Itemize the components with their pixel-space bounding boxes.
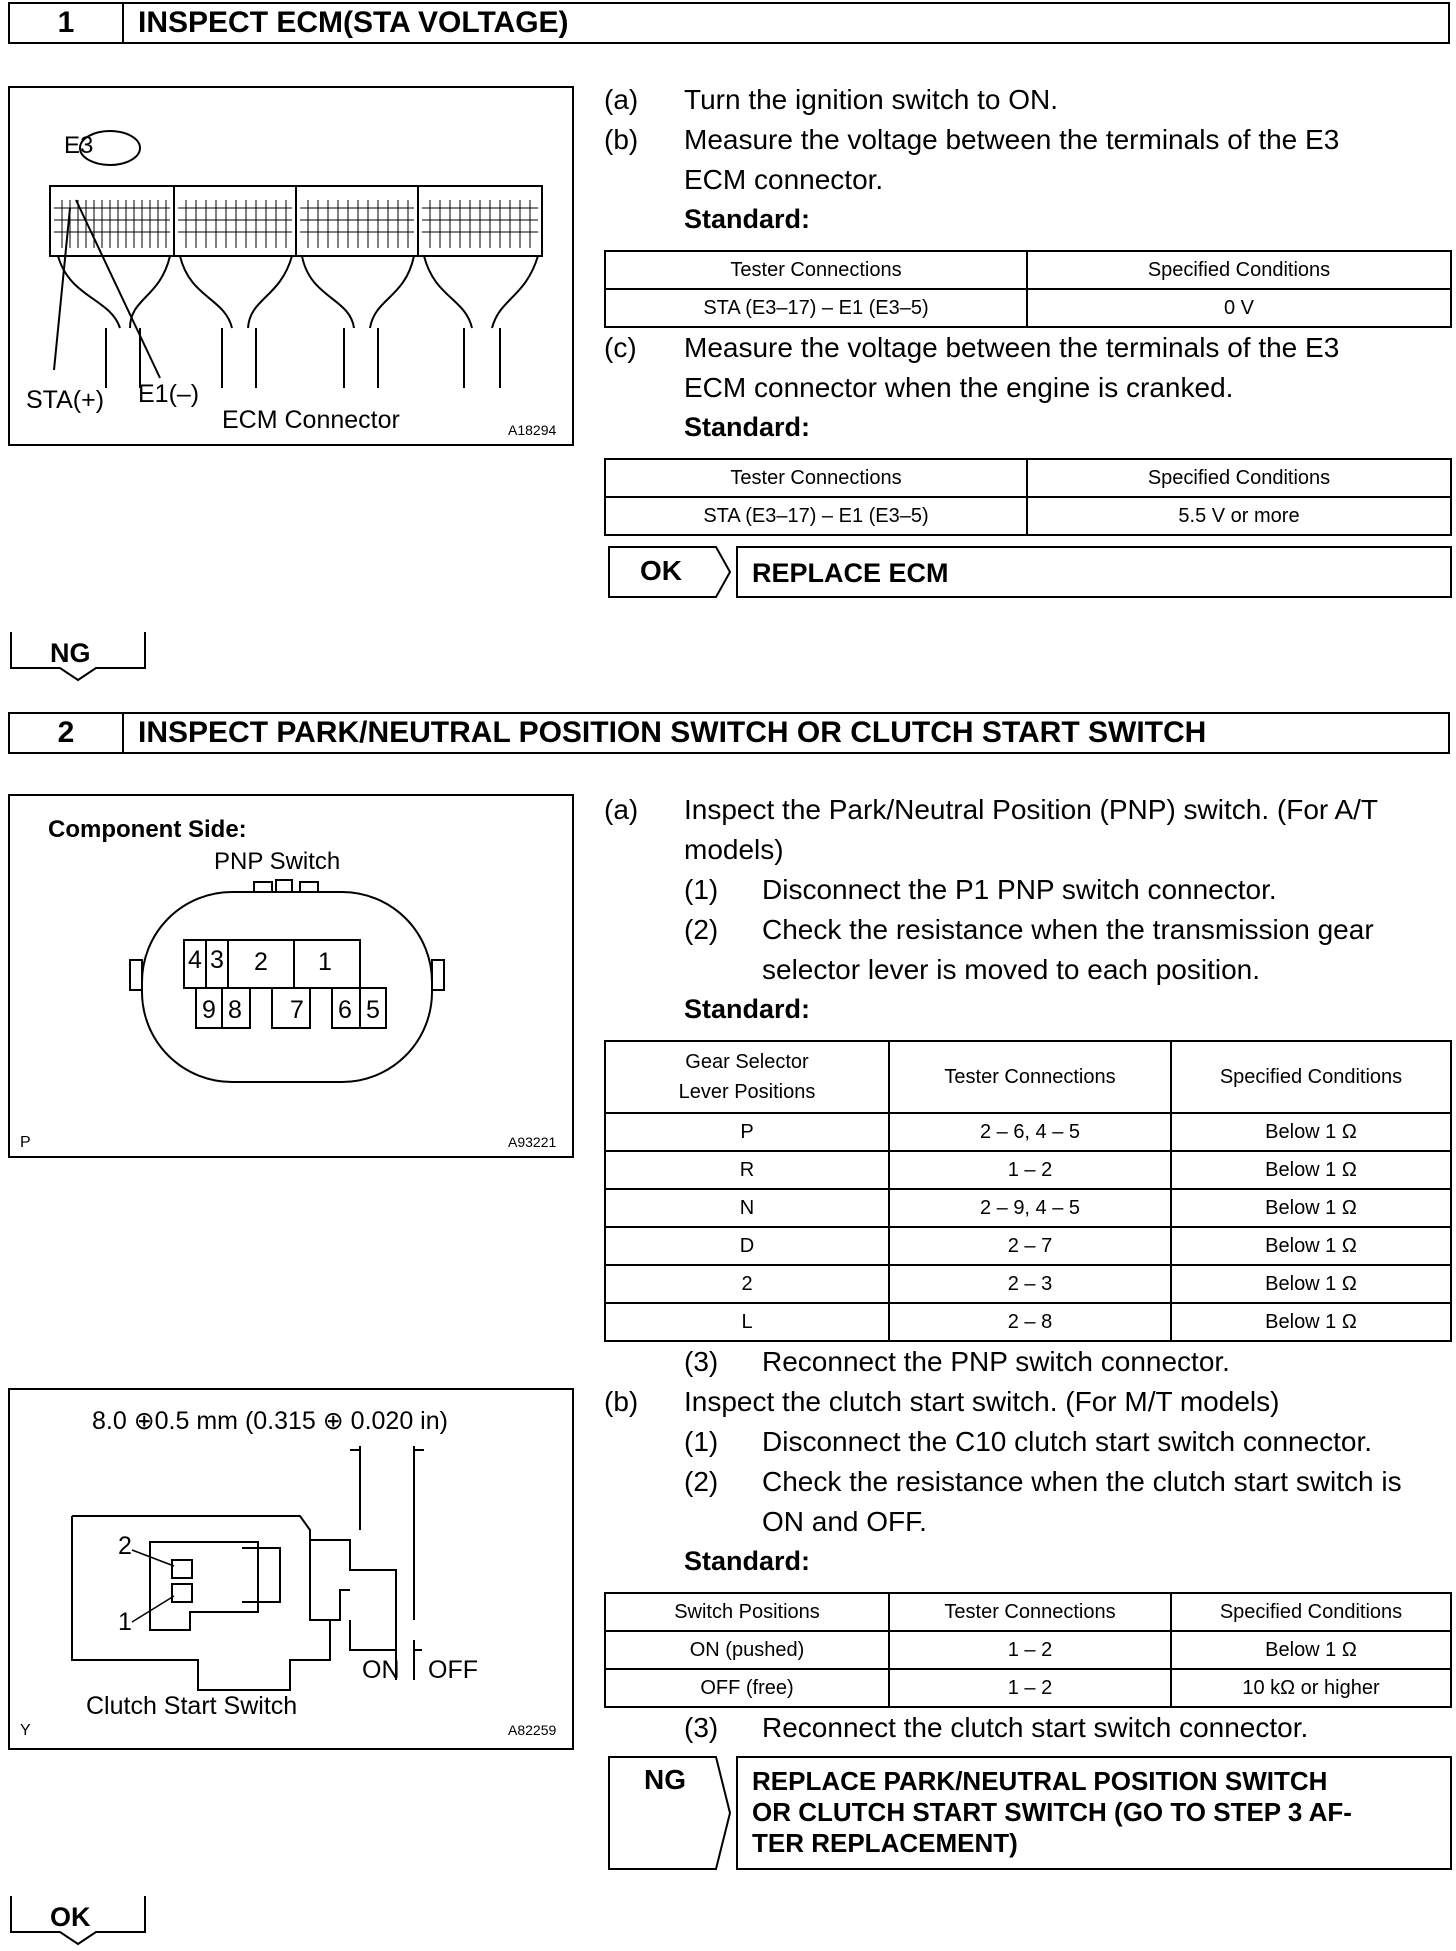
item-text: Inspect the Park/Neutral Position (PNP) switch. (For A/T [684, 794, 1379, 825]
pnp-resistance-table [604, 1040, 1452, 1342]
pin-label: 1 [318, 948, 332, 976]
item-label: (a) [604, 84, 639, 115]
item-text: Measure the voltage between the terminals of the E3 [684, 332, 1340, 363]
ok-label: OK [640, 555, 682, 586]
table-cell: ON (pushed) [605, 1631, 889, 1669]
table-header: Specified Conditions [1027, 459, 1451, 497]
table-cell: STA (E3–17) – E1 (E3–5) [605, 497, 1027, 535]
header-line: Gear Selector [685, 1051, 809, 1073]
table-cell: STA (E3–17) – E1 (E3–5) [605, 289, 1027, 327]
pin-label: 4 [188, 946, 202, 974]
table-cell: R [605, 1151, 889, 1189]
pin-label: 5 [366, 996, 380, 1024]
pin-2-label: 2 [118, 1532, 132, 1560]
figure-corner-letter: P [20, 1134, 31, 1151]
item-text-cont: ON and OFF. [762, 1506, 927, 1537]
instruction-a3 [684, 1342, 1454, 1382]
table-header: Switch Positions [605, 1593, 889, 1631]
item-label: (2) [684, 1466, 719, 1497]
pnp-switch-label: PNP Switch [214, 848, 341, 875]
item-text: Reconnect the clutch start switch connector. [762, 1712, 1309, 1743]
step1-header [8, 2, 1450, 44]
clutch-switch-figure [8, 1388, 574, 1750]
voltage-spec-table-1 [604, 250, 1452, 328]
table-row [605, 1189, 1451, 1227]
table-header [605, 1041, 889, 1113]
table-cell: 10 kΩ or higher [1171, 1669, 1451, 1707]
item-text-cont: models) [684, 834, 784, 865]
ng-result-arrow[interactable] [608, 1756, 732, 1870]
pin-label: 3 [210, 946, 224, 974]
action-text: TER REPLACEMENT) [752, 1828, 1018, 1858]
action-text: OR CLUTCH START SWITCH (GO TO STEP 3 AF- [752, 1797, 1352, 1827]
item-text: Check the resistance when the transmission gear [762, 914, 1374, 945]
figure-code: A93221 [508, 1134, 557, 1150]
ng-flow-tab[interactable] [10, 632, 146, 682]
table-row [605, 1227, 1451, 1265]
item-label: (1) [684, 874, 719, 905]
figure-code: A18294 [508, 422, 557, 438]
table-cell: Below 1 Ω [1171, 1113, 1451, 1151]
table-cell: Below 1 Ω [1171, 1265, 1451, 1303]
clutch-resistance-table [604, 1592, 1452, 1708]
item-text: Inspect the clutch start switch. (For M/T models) [684, 1386, 1280, 1417]
table-header: Specified Conditions [1171, 1041, 1451, 1113]
instruction-b [604, 120, 1454, 200]
off-label: OFF [428, 1656, 478, 1684]
replace-switch-action[interactable] [736, 1756, 1452, 1870]
item-text: Reconnect the PNP switch connector. [762, 1346, 1230, 1377]
table-row [605, 1631, 1451, 1669]
item-label: (b) [604, 1386, 639, 1417]
figure-caption: ECM Connector [222, 406, 400, 434]
pnp-switch-figure [8, 794, 574, 1158]
step-title: INSPECT ECM(STA VOLTAGE) [138, 6, 569, 39]
table-row [605, 1669, 1451, 1707]
connector-id-label: E3 [64, 132, 94, 159]
instruction-b1 [684, 1422, 1454, 1462]
instruction-c [604, 328, 1454, 408]
ok-label: OK [50, 1902, 91, 1932]
sta-terminal-label: STA(+) [26, 386, 105, 414]
table-cell: 1 – 2 [889, 1151, 1171, 1189]
instruction-a [604, 80, 1454, 120]
item-label: (3) [684, 1712, 719, 1743]
ng-label: NG [50, 638, 91, 668]
figure-code: A82259 [508, 1722, 557, 1738]
item-text-cont: selector lever is moved to each position. [762, 954, 1261, 985]
table-cell: 1 – 2 [889, 1631, 1171, 1669]
e1-terminal-label: E1(–) [138, 380, 200, 408]
table-header: Specified Conditions [1027, 251, 1451, 289]
table-cell: 2 – 7 [889, 1227, 1171, 1265]
standard-heading: Standard: [684, 994, 811, 1024]
table-cell: Below 1 Ω [1171, 1151, 1451, 1189]
table-cell: 1 – 2 [889, 1669, 1171, 1707]
ng-label: NG [644, 1764, 686, 1795]
item-text: Check the resistance when the clutch start switch is [762, 1466, 1402, 1497]
item-label: (1) [684, 1426, 719, 1457]
table-cell: 2 – 8 [889, 1303, 1171, 1341]
instruction-a1 [684, 870, 1454, 910]
replace-ecm-action[interactable] [736, 546, 1452, 598]
instruction-a2 [684, 910, 1454, 990]
table-row [605, 1113, 1451, 1151]
step-title: INSPECT PARK/NEUTRAL POSITION SWITCH OR CLUTCH START SWITCH [138, 716, 1207, 749]
table-header: Tester Connections [605, 251, 1027, 289]
instruction-b [604, 1382, 1454, 1422]
table-cell: 2 – 6, 4 – 5 [889, 1113, 1171, 1151]
table-header: Specified Conditions [1171, 1593, 1451, 1631]
component-side-label: Component Side: [48, 816, 247, 843]
ok-flow-tab[interactable] [10, 1896, 146, 1946]
table-cell: Below 1 Ω [1171, 1631, 1451, 1669]
table-header: Tester Connections [889, 1593, 1171, 1631]
table-row [605, 1303, 1451, 1341]
instruction-a [604, 790, 1454, 870]
table-cell: N [605, 1189, 889, 1227]
on-label: ON [362, 1656, 400, 1684]
pin-label: 9 [202, 996, 216, 1024]
item-text: Disconnect the P1 PNP switch connector. [762, 874, 1277, 905]
table-cell: D [605, 1227, 889, 1265]
ok-result-arrow[interactable] [608, 546, 732, 598]
step-number: 1 [10, 4, 124, 42]
voltage-spec-table-2 [604, 458, 1452, 536]
table-cell: 2 – 9, 4 – 5 [889, 1189, 1171, 1227]
figure-caption: Clutch Start Switch [86, 1692, 298, 1720]
table-row [605, 1265, 1451, 1303]
header-line: Lever Positions [678, 1081, 816, 1103]
table-cell: L [605, 1303, 889, 1341]
table-cell: P [605, 1113, 889, 1151]
table-header: Tester Connections [889, 1041, 1171, 1113]
table-cell: Below 1 Ω [1171, 1189, 1451, 1227]
item-text-cont: ECM connector when the engine is cranked. [684, 372, 1234, 403]
item-text: Measure the voltage between the terminals of the E3 [684, 124, 1340, 155]
pin-1-label: 1 [118, 1608, 132, 1636]
table-cell: 2 – 3 [889, 1265, 1171, 1303]
item-text: Disconnect the C10 clutch start switch connector. [762, 1426, 1373, 1457]
item-text-cont: ECM connector. [684, 164, 884, 195]
item-label: (3) [684, 1346, 719, 1377]
table-row [605, 1151, 1451, 1189]
pin-label: 8 [228, 996, 242, 1024]
action-text: REPLACE ECM [752, 558, 949, 588]
step-number: 2 [10, 714, 124, 752]
pin-label: 6 [338, 996, 352, 1024]
item-text: Turn the ignition switch to ON. [684, 84, 1059, 115]
ecm-connector-figure [8, 86, 574, 446]
table-cell: 5.5 V or more [1027, 497, 1451, 535]
instruction-b2 [684, 1462, 1454, 1542]
instruction-b3 [684, 1708, 1454, 1748]
standard-heading: Standard: [684, 204, 811, 234]
pin-label: 2 [254, 948, 268, 976]
item-label: (a) [604, 794, 639, 825]
item-label: (b) [604, 124, 639, 155]
table-cell: 0 V [1027, 289, 1451, 327]
item-label: (c) [604, 332, 637, 363]
pin-label: 7 [290, 996, 304, 1024]
table-cell: 2 [605, 1265, 889, 1303]
figure-corner-letter: Y [20, 1722, 31, 1739]
standard-heading: Standard: [684, 1546, 811, 1576]
item-label: (2) [684, 914, 719, 945]
standard-heading: Standard: [684, 412, 811, 442]
action-text: REPLACE PARK/NEUTRAL POSITION SWITCH [752, 1766, 1328, 1796]
table-header: Tester Connections [605, 459, 1027, 497]
table-cell: Below 1 Ω [1171, 1227, 1451, 1265]
table-cell: OFF (free) [605, 1669, 889, 1707]
step2-header [8, 712, 1450, 754]
table-cell: Below 1 Ω [1171, 1303, 1451, 1341]
dimension-label: 8.0 ⊕0.5 mm (0.315 ⊕ 0.020 in) [92, 1407, 448, 1435]
